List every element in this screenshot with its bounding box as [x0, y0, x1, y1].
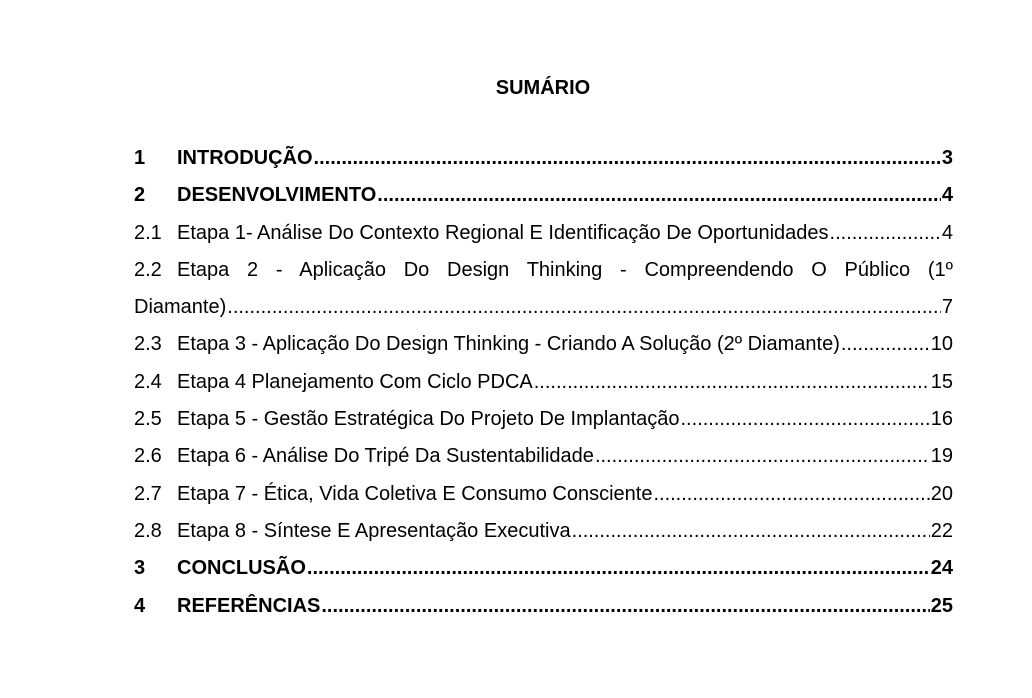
toc-entry-title-line2: Diamante) — [134, 296, 227, 319]
toc-entry-title: DESENVOLVIMENTO — [177, 184, 377, 207]
toc-entry-number: 3 — [134, 557, 146, 580]
toc-entry-number: 2.8 — [134, 519, 162, 542]
dot-leader — [841, 332, 930, 356]
toc-entry-number: 2.3 — [134, 333, 162, 356]
toc-entry-number: 1 — [134, 147, 146, 169]
table-of-contents — [134, 146, 953, 631]
dot-leader — [377, 183, 941, 207]
toc-entry-title-line1: Etapa 2 - Aplicação Do Design Thinking - Compreendendo O Público (1º — [177, 258, 953, 281]
toc-entry-title: Etapa 7 - Ética, Vida Coletiva E Consumo Consciente — [177, 482, 653, 505]
toc-entry-number: 2 — [134, 184, 146, 207]
toc-entry-page: 4 — [941, 221, 953, 244]
toc-entry-title: Etapa 5 - Gestão Estratégica Do Projeto De Implantação — [177, 408, 680, 431]
page-title: SUMÁRIO — [495, 77, 591, 99]
toc-entry-page: 20 — [930, 482, 953, 505]
toc-entry-page: 15 — [930, 370, 953, 393]
toc-entry-conclusao[interactable] — [134, 556, 953, 593]
toc-entry-number: 2.4 — [134, 370, 162, 393]
toc-entry-page: 3 — [941, 147, 953, 169]
dot-leader — [572, 519, 930, 543]
toc-entry-title: INTRODUÇÃO — [177, 147, 313, 169]
dot-leader — [830, 221, 941, 245]
dot-leader — [307, 556, 930, 580]
toc-entry-page: 16 — [930, 408, 953, 431]
toc-entry-title: Etapa 1- Análise Do Contexto Regional E Identificação De Oportunidades — [177, 221, 829, 244]
toc-entry-page: 22 — [930, 519, 953, 542]
dot-leader — [653, 482, 929, 506]
toc-entry-etapa-1[interactable] — [134, 221, 953, 258]
dot-leader — [681, 407, 930, 431]
toc-entry-title: REFERÊNCIAS — [177, 594, 321, 617]
toc-entry-page: 24 — [930, 557, 953, 580]
toc-entry-etapa-6[interactable] — [134, 444, 953, 481]
toc-entry-title: Etapa 3 - Aplicação Do Design Thinking - Criando A Solução (2º Diamante) — [177, 333, 840, 356]
dot-leader — [314, 146, 941, 170]
toc-entry-number: 2.7 — [134, 482, 162, 505]
toc-entry-page: 19 — [930, 445, 953, 468]
toc-entry-page: 7 — [941, 296, 953, 319]
dot-leader — [227, 295, 941, 319]
toc-entry-page: 25 — [930, 594, 953, 617]
toc-entry-etapa-5[interactable] — [134, 407, 953, 444]
toc-entry-etapa-2[interactable] — [134, 258, 953, 333]
toc-entry-title: Etapa 4 Planejamento Com Ciclo PDCA — [177, 370, 533, 393]
toc-entry-number: 2.1 — [134, 221, 162, 244]
toc-entry-number: 2.5 — [134, 408, 162, 431]
toc-entry-number: 2.6 — [134, 445, 162, 468]
dot-leader — [595, 444, 930, 468]
toc-entry-title: CONCLUSÃO — [177, 557, 306, 580]
toc-entry-title: Etapa 6 - Análise Do Tripé Da Sustentabilidade — [177, 445, 594, 468]
toc-entry-etapa-7[interactable] — [134, 482, 953, 519]
dot-leader — [534, 370, 930, 394]
toc-entry-page: 4 — [941, 184, 953, 207]
toc-entry-etapa-3[interactable] — [134, 332, 953, 369]
toc-entry-page: 10 — [930, 333, 953, 356]
toc-entry-etapa-4[interactable] — [134, 370, 953, 407]
toc-entry-number: 4 — [134, 594, 146, 617]
dot-leader — [321, 594, 929, 618]
toc-entry-title: Etapa 8 - Síntese E Apresentação Executiva — [177, 519, 571, 542]
toc-entry-number: 2.2 — [134, 258, 162, 281]
toc-entry-etapa-8[interactable] — [134, 519, 953, 556]
toc-entry-desenvolvimento[interactable] — [134, 183, 953, 220]
toc-entry-introducao[interactable] — [134, 146, 953, 183]
toc-entry-referencias[interactable] — [134, 594, 953, 631]
